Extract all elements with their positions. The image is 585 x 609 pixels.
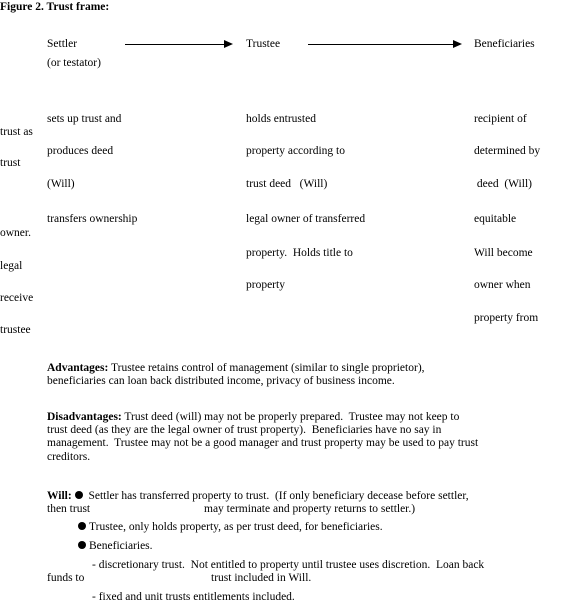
trustee-heading: Trustee	[246, 38, 281, 50]
settler-role-text: sets up trust and	[47, 113, 122, 125]
disadvantages-line: trust deed (as they are the legal owner of trust property). Beneficiaries have no say in	[47, 424, 442, 436]
advantages-line: beneficiaries can loan back distributed income, privacy of business income.	[47, 375, 395, 387]
bullet-icon	[75, 491, 83, 499]
beneficiaries-role-text: recipient of	[474, 113, 527, 125]
arrow-settler-to-trustee	[125, 44, 231, 45]
will-subline: funds to	[47, 572, 85, 584]
trustee-role-text: trust deed (Will)	[246, 178, 328, 190]
trustee-role-text: property according to	[246, 145, 345, 157]
settler-role-text: produces deed	[47, 145, 114, 157]
will-line: then trust	[47, 503, 91, 515]
margin-text: trust as	[0, 126, 33, 138]
beneficiaries-role-text: owner when	[474, 279, 531, 291]
disadvantages-line: management. Trustee may not be a good manager and trust property may be used to pay trust	[47, 437, 479, 449]
bullet-icon	[78, 541, 86, 549]
will-line: Will: Settler has transferred property to trust. (If only beneficiary decease before settler,	[47, 490, 469, 502]
trustee-role-text: legal owner of transferred	[246, 213, 366, 225]
beneficiaries-role-text: deed (Will)	[474, 178, 532, 190]
disadvantages-line: Disadvantages: Trust deed (will) may not be properly prepared. Trustee may not keep to	[47, 411, 460, 423]
settler-heading: Settler	[47, 38, 78, 50]
margin-text: legal	[0, 260, 23, 272]
settler-role-text: transfers ownership	[47, 213, 138, 225]
advantages-label: Advantages:	[47, 362, 109, 374]
bullet-icon	[78, 522, 86, 530]
beneficiaries-role-text: determined by	[474, 145, 541, 157]
will-bullet-line: Beneficiaries.	[78, 541, 153, 553]
disadvantages-label: Disadvantages:	[47, 411, 122, 423]
will-subline: - fixed and unit trusts entitlements included.	[92, 591, 295, 603]
beneficiaries-role-text: Will become	[474, 247, 533, 259]
will-label: Will:	[47, 490, 72, 502]
settler-subheading: (or testator)	[47, 57, 101, 69]
will-subline: trust included in Will.	[211, 572, 312, 584]
margin-text: trustee	[0, 324, 31, 336]
trustee-role-text: property	[246, 279, 285, 291]
figure-title: Figure 2. Trust frame:	[0, 1, 110, 13]
margin-text: trust	[0, 157, 21, 169]
beneficiaries-heading: Beneficiaries	[474, 38, 535, 50]
margin-text: owner.	[0, 227, 31, 239]
will-line: may terminate and property returns to settler.)	[204, 503, 416, 515]
beneficiaries-role-text: property from	[474, 312, 539, 324]
trustee-role-text: holds entrusted	[246, 113, 316, 125]
will-bullet-line: Trustee, only holds property, as per trust deed, for beneficiaries.	[78, 522, 383, 534]
disadvantages-line: creditors.	[47, 451, 91, 463]
will-subline: - discretionary trust. Not entitled to property until trustee uses discretion. Loan back	[92, 559, 485, 571]
trustee-role-text: property. Holds title to	[246, 247, 353, 259]
arrow-trustee-to-beneficiaries	[308, 44, 460, 45]
beneficiaries-role-text: equitable	[474, 213, 517, 225]
settler-role-text: (Will)	[47, 178, 75, 190]
margin-text: receive	[0, 292, 34, 304]
advantages-line: Advantages: Trustee retains control of management (similar to single proprietor),	[47, 362, 425, 374]
